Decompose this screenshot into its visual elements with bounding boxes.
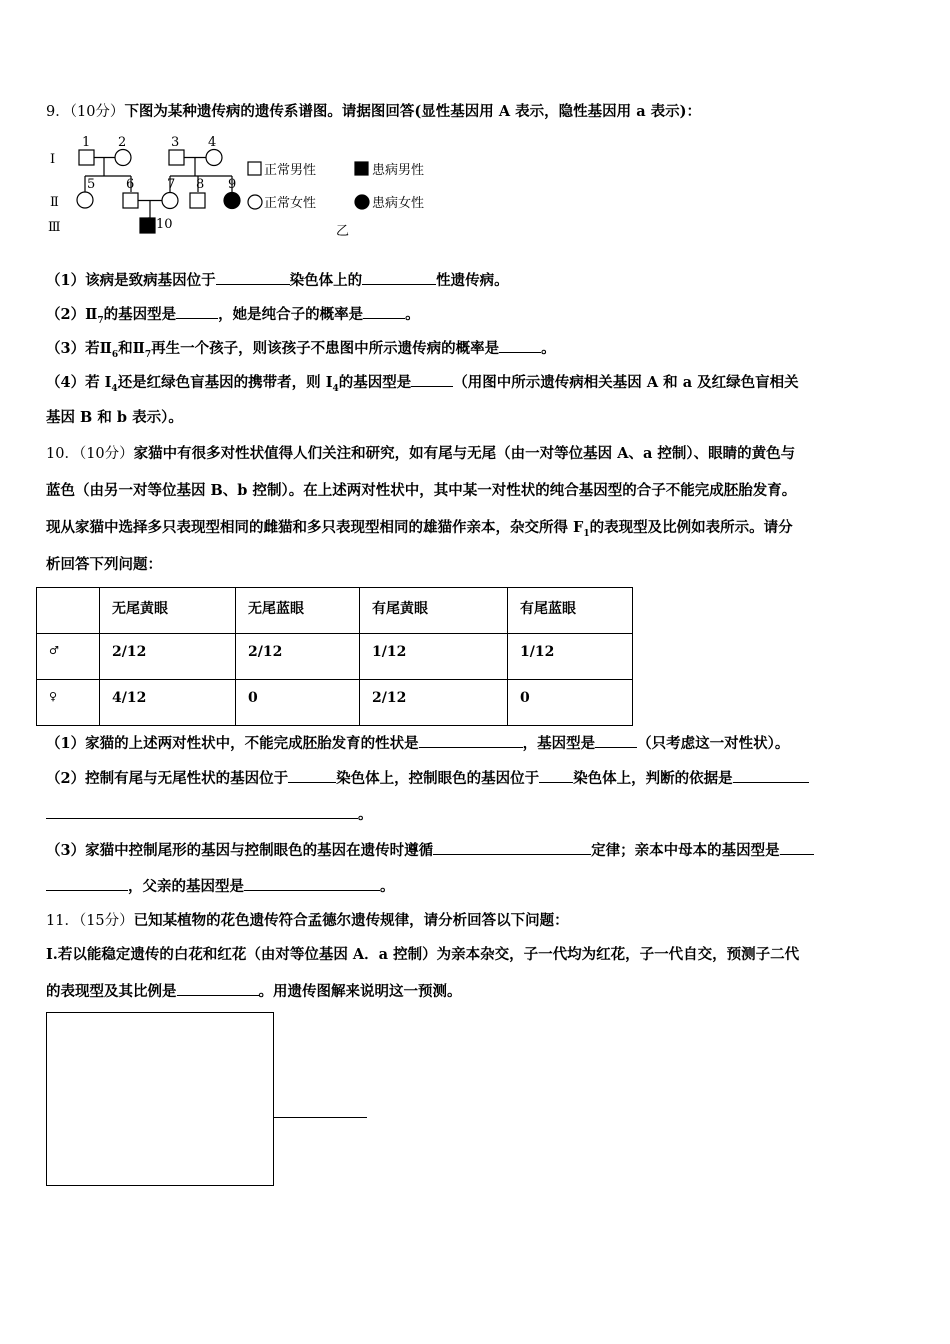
q10-line2 (46, 481, 796, 501)
table-header-cell (37, 588, 100, 634)
individual-7-normal-female (162, 193, 178, 209)
q9-sub4-cont (46, 408, 183, 428)
subscript: 1 (583, 528, 590, 539)
answer-blank[interactable] (419, 733, 523, 748)
q11-line1 (46, 911, 569, 931)
text: 已知某植物的花色遗传符合孟德尔遗传规律，请分析回答以下问题： (133, 912, 569, 929)
legend-affected-male-icon (355, 162, 368, 175)
id-5: 5 (87, 177, 96, 192)
text: ，基因型是 (522, 735, 596, 752)
text: 。用遗传图解来说明这一预测。 (258, 983, 462, 1000)
answer-line (274, 1117, 367, 1118)
answer-blank[interactable] (433, 840, 591, 855)
legend-normal-female: 正常女性 (264, 196, 317, 211)
answer-blank[interactable] (288, 768, 336, 783)
q10-line1 (46, 444, 795, 464)
q10-sub1 (46, 733, 789, 754)
legend-affected-female-icon (355, 195, 369, 209)
text: 染色体上，控制眼色的基因位于 (336, 770, 540, 787)
id-9: 9 (228, 177, 237, 192)
id-3: 3 (171, 135, 180, 150)
subscript: 6 (111, 349, 119, 360)
table-cell: ♂ (37, 634, 100, 680)
answer-blank[interactable] (46, 804, 358, 819)
question-text: 下图为某种遗传病的遗传系谱图。请据图回答(显性基因用 A 表示，隐性基因用 a 表示)： (124, 103, 701, 120)
table-cell: 1/12 (360, 634, 508, 680)
individual-10-affected-male (140, 218, 155, 233)
text: （4）若 I (46, 374, 112, 391)
subscript: 4 (332, 383, 339, 394)
answer-blank[interactable] (216, 270, 290, 285)
id-4: 4 (208, 135, 217, 150)
answer-blank[interactable] (780, 840, 814, 855)
text: 。 (380, 878, 395, 895)
text: ，父亲的基因型是 (128, 878, 244, 895)
id-1: 1 (82, 135, 91, 150)
subscript: 7 (144, 349, 152, 360)
id-6: 6 (126, 177, 135, 192)
text: 的表现型及其比例是 (46, 983, 177, 1000)
individual-9-affected-female (224, 193, 240, 209)
question-number: 11． (46, 913, 79, 929)
individual-6-normal-male (123, 193, 138, 208)
table-cell: 2/12 (236, 634, 360, 680)
id-7: 7 (167, 177, 176, 192)
individual-3-normal-male (169, 150, 184, 165)
question-number: 9． (46, 104, 70, 120)
text: 定律；亲本中母本的基因型是 (591, 842, 780, 859)
individual-5-normal-female (77, 192, 93, 208)
table-header-cell: 无尾蓝眼 (236, 588, 360, 634)
text: （2）控制有尾与无尾性状的基因位于 (46, 770, 289, 787)
table-header-cell: 有尾黄眼 (360, 588, 508, 634)
gen-label-3: Ⅲ (48, 220, 61, 235)
text: 家猫中有很多对性状值得人们关注和研究，如有尾与无尾（由一对等位基因 A、a 控制）、眼睛的黄色与 (133, 445, 796, 462)
answer-blank[interactable] (176, 304, 218, 319)
q10-sub3 (46, 840, 814, 861)
text: （1）该病是致病基因位于 (46, 272, 216, 289)
text: （2）Ⅱ (46, 306, 98, 323)
table-cell: 1/12 (508, 634, 633, 680)
legend-normal-female-icon (248, 195, 262, 209)
text: 析回答下列问题： (46, 556, 162, 573)
table-row (37, 680, 633, 726)
text: I.若以能稳定遗传的白花和红花（由对等位基因 A．a 控制）为亲本杂交，子一代均为红花，子一代自交，预测子二代 (46, 946, 800, 963)
table-cell: 4/12 (100, 680, 236, 726)
individual-4-normal-female (206, 150, 222, 166)
question-score: （15分） (78, 913, 134, 929)
answer-blank[interactable] (411, 372, 453, 387)
text: 和Ⅱ (118, 340, 145, 357)
gen-label-2: Ⅱ (50, 195, 59, 210)
q11-line3 (46, 981, 462, 1002)
table-cell: 0 (508, 680, 633, 726)
text: （3）若Ⅱ (46, 340, 112, 357)
legend-affected-male: 患病男性 (372, 163, 425, 178)
q9-stem (46, 102, 701, 122)
text: 性遗传病。 (436, 272, 509, 289)
table-cell: ♀ (37, 680, 100, 726)
answer-blank[interactable] (177, 981, 259, 996)
question-number: 10． (46, 446, 79, 462)
table-cell: 2/12 (100, 634, 236, 680)
q9-sub1 (46, 270, 509, 291)
text: 基因 B 和 b 表示）。 (46, 409, 183, 426)
table-cell: 2/12 (360, 680, 508, 726)
individual-8-normal-male (190, 193, 205, 208)
table-row (37, 634, 633, 680)
individual-1-normal-male (79, 150, 94, 165)
individual-2-normal-female (115, 150, 131, 166)
q9-sub3 (46, 338, 556, 365)
phenotype-ratio-table (36, 587, 633, 726)
q10-sub2 (46, 768, 809, 789)
gen-label-1: Ⅰ (50, 152, 56, 167)
genetic-diagram-answer-box[interactable] (46, 1012, 274, 1186)
answer-blank[interactable] (733, 768, 809, 783)
text: 的基因型是 (338, 374, 412, 391)
table-header-cell: 有尾蓝眼 (508, 588, 633, 634)
id-10: 10 (156, 217, 173, 232)
legend-affected-female: 患病女性 (372, 196, 425, 211)
id-2: 2 (118, 135, 127, 150)
text: 现从家猫中选择多只表现型相同的雌猫和多只表现型相同的雄猫作亲本，杂交所得 F (46, 519, 584, 536)
text: 。 (541, 340, 556, 357)
text: ，她是纯合子的概率是 (218, 306, 364, 323)
q10-line3 (46, 518, 793, 544)
text: （3）家猫中控制尾形的基因与控制眼色的基因在遗传时遵循 (46, 842, 434, 859)
text: 的表现型及比例如表所示。请分 (589, 519, 793, 536)
text: 蓝色（由另一对等位基因 B、b 控制）。在上述两对性状中，其中某一对性状的纯合基因型的合子不能完成胚胎发育。 (46, 482, 797, 499)
answer-blank[interactable] (595, 733, 637, 748)
text: （1）家猫的上述两对性状中，不能完成胚胎发育的性状是 (46, 735, 419, 752)
text: 的基因型是 (103, 306, 177, 323)
text: （用图中所示遗传病相关基因 A 和 a 及红绿色盲相关 (453, 374, 799, 391)
text: （只考虑这一对性状）。 (637, 735, 790, 752)
table-header-row (37, 588, 633, 634)
q10-sub3-cont (46, 876, 395, 897)
question-score: （10分） (69, 104, 125, 120)
q10-sub2-cont (46, 804, 373, 825)
pedigree-diagram (46, 130, 466, 242)
subscript: 4 (111, 383, 118, 394)
text: 再生一个孩子，则该孩子不患图中所示遗传病的概率是 (151, 340, 500, 357)
text: 。 (405, 306, 420, 323)
answer-blank[interactable] (499, 338, 541, 353)
table-header-cell: 无尾黄眼 (100, 588, 236, 634)
text: 染色体上的 (289, 272, 363, 289)
q9-sub2 (46, 304, 420, 331)
figure-label: 乙 (336, 224, 350, 239)
text: 。 (358, 806, 373, 823)
text: 还是红绿色盲基因的携带者，则 I (117, 374, 333, 391)
question-score: （10分） (78, 446, 134, 462)
answer-blank[interactable] (362, 270, 436, 285)
answer-blank[interactable] (539, 768, 573, 783)
text: 染色体上，判断的依据是 (573, 770, 733, 787)
q11-line2 (46, 945, 799, 965)
subscript: 7 (97, 315, 104, 326)
q10-line4 (46, 555, 162, 575)
legend-normal-male: 正常男性 (264, 163, 317, 178)
id-8: 8 (196, 177, 205, 192)
q9-sub4 (46, 372, 799, 399)
table-cell: 0 (236, 680, 360, 726)
legend-normal-male-icon (248, 162, 261, 175)
answer-blank[interactable] (244, 876, 380, 891)
answer-blank[interactable] (363, 304, 405, 319)
answer-blank[interactable] (46, 876, 128, 891)
